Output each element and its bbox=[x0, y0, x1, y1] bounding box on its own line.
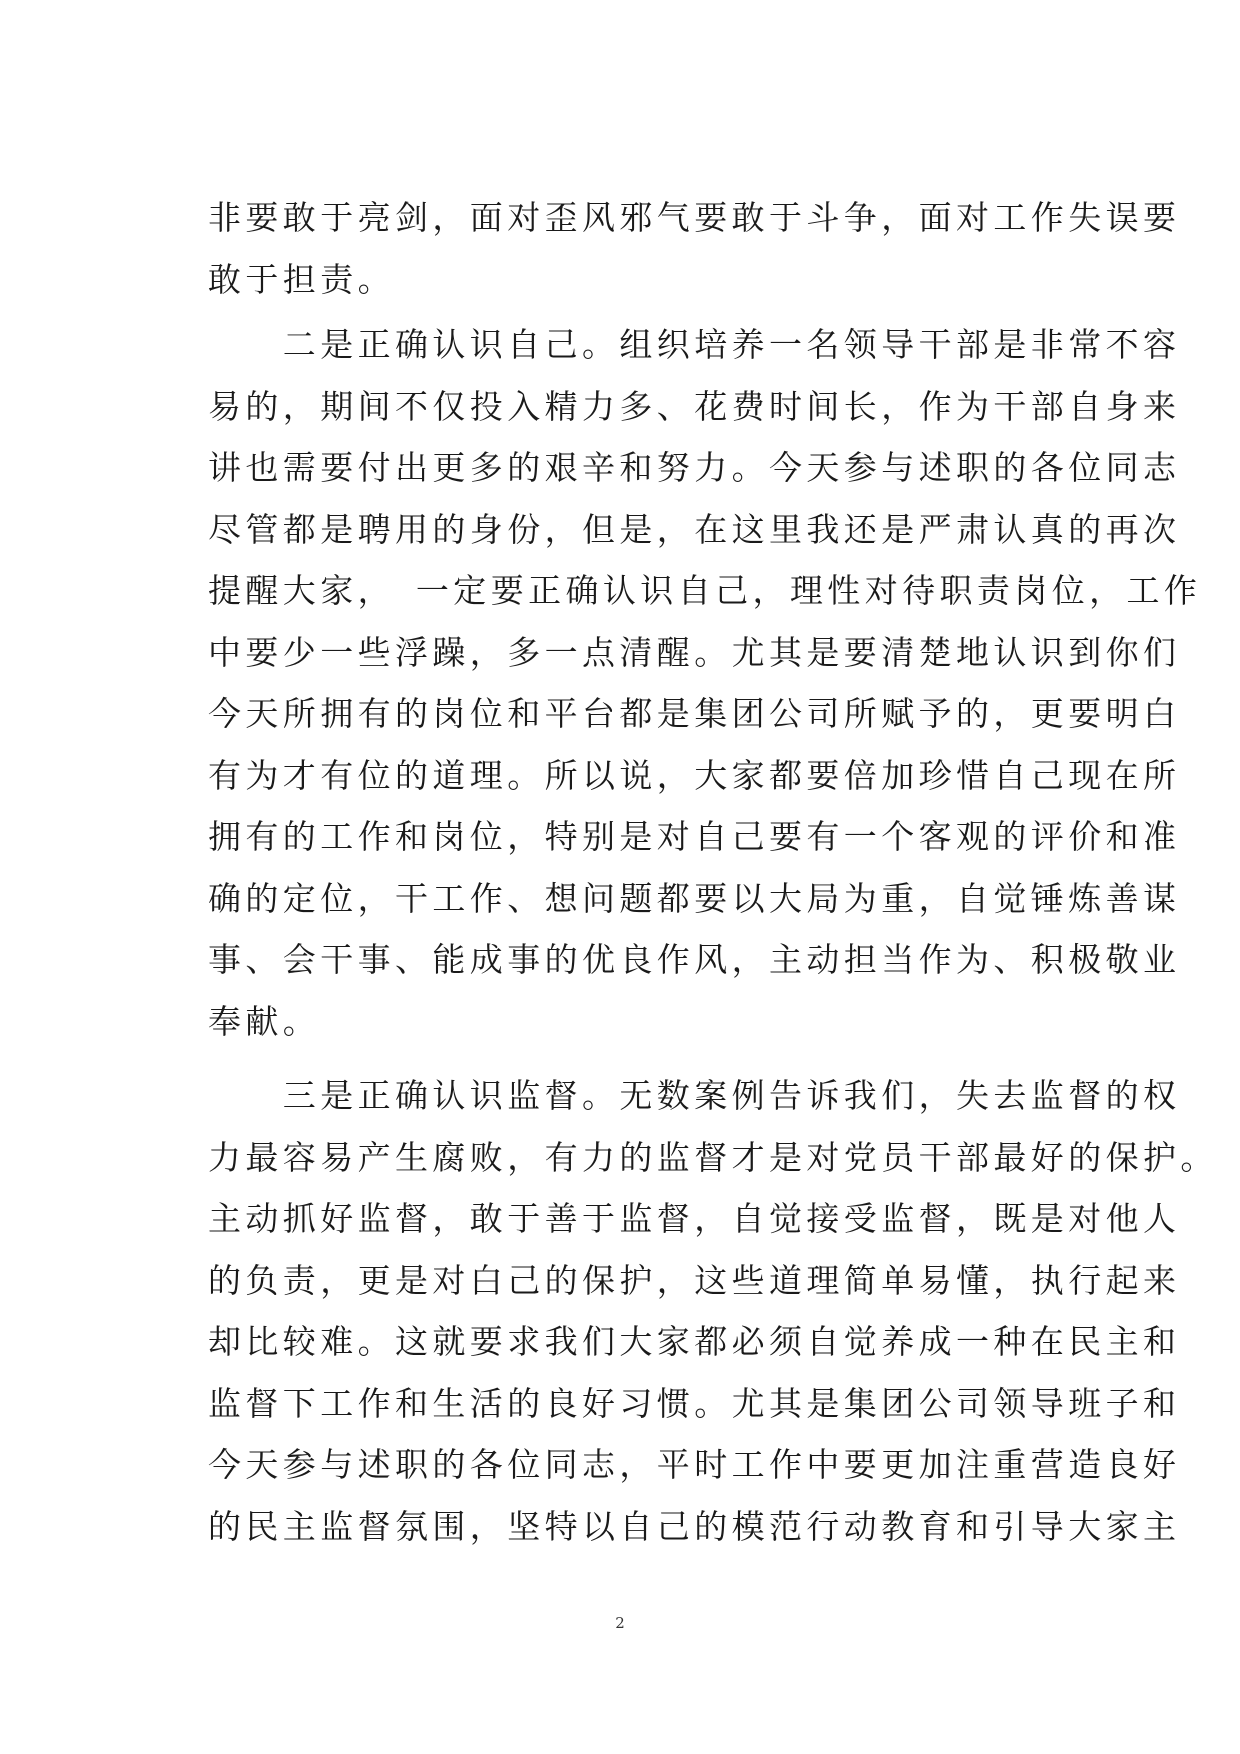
text-line: 今天所拥有的岗位和平台都是集团公司所赋予的，更要明白 bbox=[208, 694, 1181, 733]
paragraph-3 bbox=[208, 1065, 1218, 1557]
text-line: 的负责，更是对白己的保护，这些道理简单易懂，执行起来 bbox=[208, 1260, 1181, 1300]
text-line: 二是正确认识自己。组织培养一名领导干部是非常不容 bbox=[208, 325, 1181, 364]
text-line: 讲也需要付出更多的艰辛和努力。今天参与述职的各位同志 bbox=[208, 448, 1181, 487]
text-line: 敢于担责。 bbox=[208, 259, 395, 299]
paragraph-2 bbox=[208, 314, 1202, 1052]
text-line: 提醒大家， 一定要正确认识自己，理性对待职责岗位，工作 bbox=[208, 571, 1202, 610]
page-number: 2 bbox=[615, 1614, 625, 1632]
body-text bbox=[208, 187, 1218, 1557]
text-line: 监督下工作和生活的良好习惯。尤其是集团公司领导班子和 bbox=[208, 1383, 1181, 1423]
text-line: 力最容易产生腐败，有力的监督才是对党员干部最好的保护。 bbox=[208, 1137, 1218, 1177]
paragraph-1 bbox=[208, 187, 1181, 310]
text-line: 主动抓好监督，敢于善于监督，自觉接受监督，既是对他人 bbox=[208, 1199, 1181, 1238]
text-line: 非要敢于亮剑，面对歪风邪气要敢于斗争，面对工作失误要 bbox=[208, 198, 1181, 237]
text-line: 确的定位，干工作、想问题都要以大局为重，自觉锤炼善谋 bbox=[208, 878, 1181, 918]
text-line: 三是正确认识监督。无数案例告诉我们，失去监督的权 bbox=[208, 1076, 1181, 1115]
text-line: 中要少一些浮躁，多一点清醒。尤其是要清楚地认识到你们 bbox=[208, 632, 1181, 672]
text-line: 事、会干事、能成事的优良作风，主动担当作为、积极敬业 bbox=[208, 940, 1181, 979]
text-line: 却比较难。这就要求我们大家都必须自觉养成一种在民主和 bbox=[208, 1322, 1181, 1361]
text-line: 今天参与述职的各位同志，平时工作中要更加注重营造良好 bbox=[208, 1445, 1181, 1484]
text-line: 有为才有位的道理。所以说，大家都要倍加珍惜自己现在所 bbox=[208, 755, 1181, 795]
text-line: 尽管都是聘用的身份，但是，在这里我还是严肃认真的再次 bbox=[208, 509, 1181, 549]
text-line: 奉献。 bbox=[208, 1001, 321, 1041]
text-line: 拥有的工作和岗位，特别是对自己要有一个客观的评价和准 bbox=[208, 817, 1181, 856]
text-line: 的民主监督氛围，坚特以自己的模范行动教育和引导大家主 bbox=[208, 1506, 1181, 1546]
text-line: 易的，期间不仅投入精力多、花费时间长，作为干部自身来 bbox=[208, 386, 1181, 426]
